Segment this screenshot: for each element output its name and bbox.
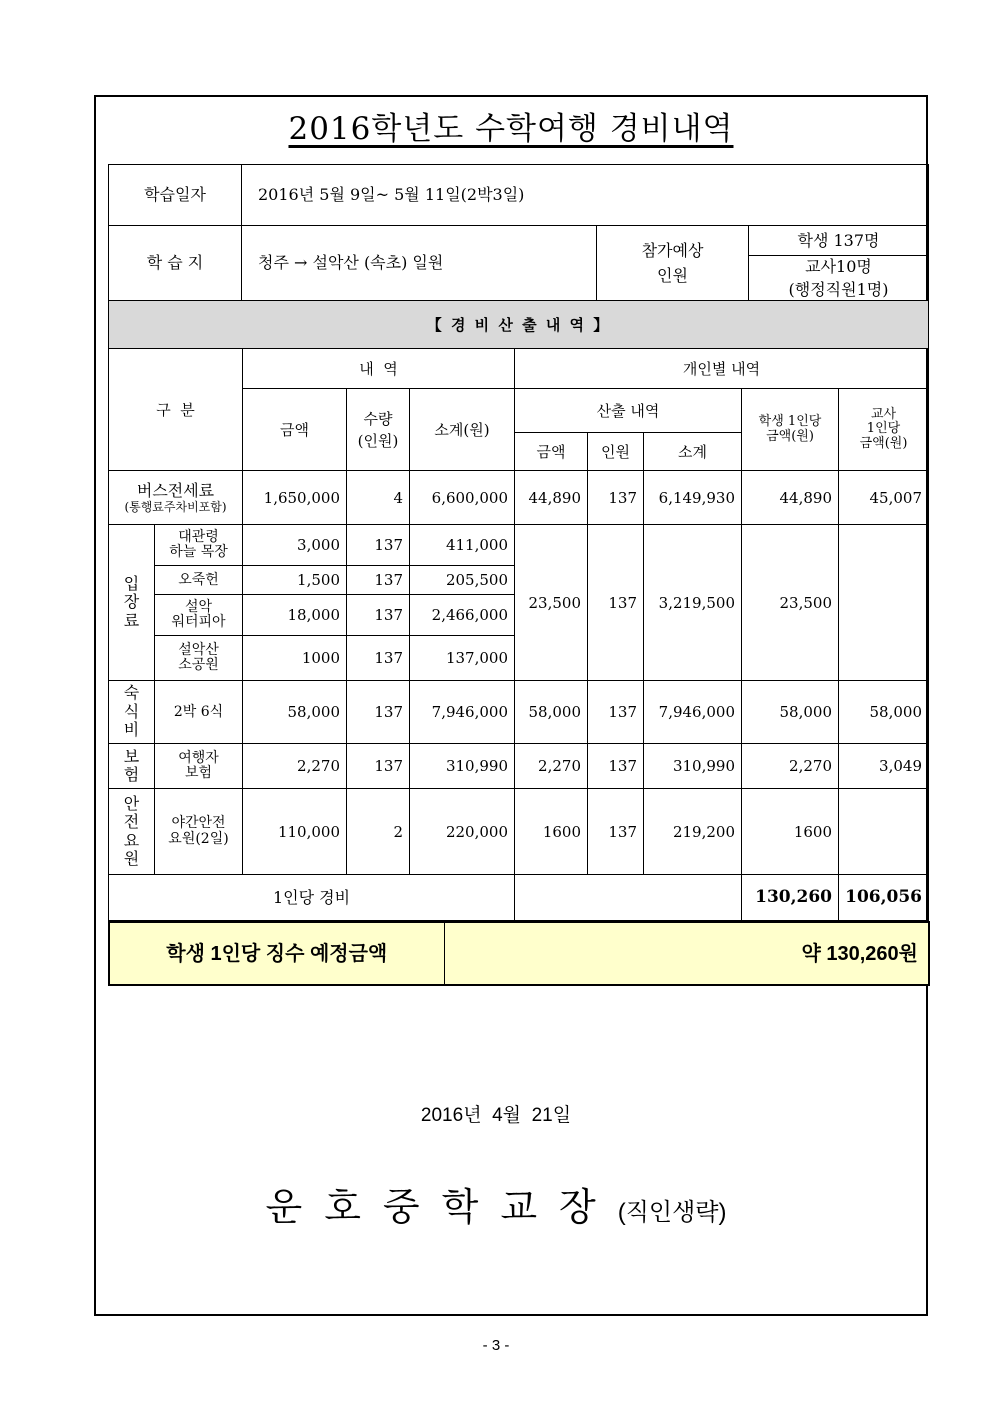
student-per-header — [742, 389, 839, 471]
admission-item-1-subtotal: 411,000 — [410, 525, 515, 566]
per-person-teacher-total: 106,056 — [839, 875, 929, 921]
admission-item-4-amount: 1000 — [243, 636, 347, 681]
insurance-char-2: 험 — [123, 765, 140, 784]
seal-note: (직인생략) — [617, 1199, 727, 1226]
admission-item-4-line-1: 설악산 — [178, 641, 219, 658]
table-row — [109, 744, 929, 789]
category-header: 구 분 — [109, 349, 243, 471]
bus-student-per: 44,890 — [742, 471, 839, 525]
principal-name: 운호중학교장 — [265, 1187, 618, 1229]
admission-item-4-line-2: 소공원 — [178, 657, 219, 673]
insurance-calc-amount: 2,270 — [515, 744, 588, 789]
participants-label-line-2: 인원 — [657, 266, 688, 285]
section-header: 【 경 비 산 출 내 역 】 — [109, 301, 929, 349]
admission-calc-people: 137 — [588, 525, 644, 681]
safety-calc-subtotal: 219,200 — [644, 789, 742, 875]
staff-text: (행정직원1명) — [788, 279, 889, 299]
calc-header: 산출 내역 — [515, 389, 742, 433]
bus-qty: 4 — [347, 471, 410, 525]
admission-item-3-qty: 137 — [347, 595, 410, 636]
admission-item-4-subtotal: 137,000 — [410, 636, 515, 681]
collection-table — [108, 921, 930, 986]
safety-calc-amount: 1600 — [515, 789, 588, 875]
safety-qty: 2 — [347, 789, 410, 875]
lodging-group-label — [109, 681, 155, 744]
insurance-calc-subtotal: 310,990 — [644, 744, 742, 789]
teachers-count — [749, 256, 929, 301]
safety-group-label — [109, 789, 155, 875]
admission-item-3-subtotal: 2,466,000 — [410, 595, 515, 636]
bus-amount: 1,650,000 — [243, 471, 347, 525]
participants-label-line-1: 참가예상 — [641, 240, 704, 260]
admission-item-4-qty: 137 — [347, 636, 410, 681]
admission-item-1-qty: 137 — [347, 525, 410, 566]
lodging-calc-subtotal: 7,946,000 — [644, 681, 742, 744]
teachers-text: 교사10명 — [805, 257, 872, 277]
lodging-char-2: 식 — [123, 701, 140, 721]
page-number: - 3 - — [482, 1337, 510, 1354]
amount-header: 금액 — [243, 389, 347, 471]
insurance-name-line-1: 여행자 — [178, 749, 219, 766]
admission-char-2: 장 — [123, 592, 140, 612]
insurance-name-line-2: 보험 — [184, 765, 213, 781]
admission-calc-amount: 23,500 — [515, 525, 588, 681]
insurance-char-1: 보 — [123, 746, 140, 766]
lodging-calc-people: 137 — [588, 681, 644, 744]
lodging-qty: 137 — [347, 681, 410, 744]
insurance-name — [155, 744, 243, 789]
safety-subtotal: 220,000 — [410, 789, 515, 875]
lodging-char-3: 비 — [123, 720, 140, 740]
date-value: 2016년 5월 9일~ 5월 11일(2박3일) — [242, 165, 929, 226]
admission-item-2-amount: 1,500 — [243, 566, 347, 595]
calc-amount-header: 금액 — [515, 433, 588, 471]
safety-char-2: 전 — [123, 812, 140, 832]
lodging-student-per: 58,000 — [742, 681, 839, 744]
expense-table — [108, 300, 929, 921]
table-row — [109, 875, 929, 921]
document-title: 2016학년도 수학여행 경비내역 — [288, 111, 734, 147]
safety-name — [155, 789, 243, 875]
safety-char-1: 안 — [123, 793, 140, 813]
teacher-per-header-line-1: 교사 — [870, 407, 897, 423]
teacher-per-header-line-2: 1인당 — [866, 421, 901, 437]
insurance-subtotal: 310,990 — [410, 744, 515, 789]
document-date: 2016년 4월 21일 — [420, 1105, 572, 1126]
bus-note: (통행료주차비포함) — [124, 499, 227, 514]
lodging-name: 2박 6식 — [155, 681, 243, 744]
place-label: 학 습 지 — [109, 226, 242, 301]
insurance-group-label — [109, 744, 155, 789]
admission-item-2-line-1: 오죽헌 — [178, 571, 219, 588]
admission-char-3: 료 — [123, 610, 140, 630]
participants-label — [597, 226, 749, 301]
insurance-student-per: 2,270 — [742, 744, 839, 789]
safety-student-per: 1600 — [742, 789, 839, 875]
bus-name-cell — [109, 471, 243, 525]
admission-item-name — [155, 566, 243, 595]
bus-subtotal: 6,600,000 — [410, 471, 515, 525]
admission-item-2-subtotal: 205,500 — [410, 566, 515, 595]
insurance-calc-people: 137 — [588, 744, 644, 789]
per-person-empty — [515, 875, 742, 921]
qty-header-line-1: 수량 — [363, 409, 393, 428]
lodging-char-1: 숙 — [123, 683, 140, 703]
lodging-calc-amount: 58,000 — [515, 681, 588, 744]
admission-item-name — [155, 595, 243, 636]
admission-item-1-line-1: 대관령 — [178, 528, 219, 545]
per-person-label: 1인당 경비 — [109, 875, 515, 921]
principal-signature — [0, 1176, 992, 1231]
insurance-qty: 137 — [347, 744, 410, 789]
bus-calc-subtotal: 6,149,930 — [644, 471, 742, 525]
admission-char-1: 입 — [123, 573, 140, 593]
collection-value: 약 130,260원 — [444, 922, 929, 985]
admission-item-3-amount: 18,000 — [243, 595, 347, 636]
teacher-per-header-line-3: 금액(원) — [859, 435, 908, 451]
bus-name: 버스전세료 — [136, 480, 215, 500]
table-row — [109, 789, 929, 875]
individual-header: 개인별 내역 — [515, 349, 929, 389]
calc-subtotal-header: 소계 — [644, 433, 742, 471]
table-row — [109, 525, 929, 566]
bus-calc-people: 137 — [588, 471, 644, 525]
safety-name-line-2: 요원(2일) — [168, 830, 229, 847]
calc-people-header: 인원 — [588, 433, 644, 471]
safety-name-line-1: 야간안전 — [171, 815, 226, 832]
insurance-amount: 2,270 — [243, 744, 347, 789]
trip-info-table — [108, 164, 929, 301]
admission-item-1-line-2: 하늘 목장 — [169, 544, 228, 560]
subtotal-header: 소계(원) — [410, 389, 515, 471]
per-person-student-total: 130,260 — [742, 875, 839, 921]
admission-teacher-per — [839, 525, 929, 681]
student-per-header-line-1: 학생 1인당 — [758, 414, 822, 430]
admission-item-name — [155, 525, 243, 566]
insurance-teacher-per: 3,049 — [839, 744, 929, 789]
admission-student-per: 23,500 — [742, 525, 839, 681]
safety-amount: 110,000 — [243, 789, 347, 875]
safety-calc-people: 137 — [588, 789, 644, 875]
safety-teacher-per — [839, 789, 929, 875]
date-label: 학습일자 — [109, 165, 242, 226]
admission-item-3-line-1: 설악 — [184, 598, 213, 615]
lodging-amount: 58,000 — [243, 681, 347, 744]
breakdown-header: 내 역 — [243, 349, 515, 389]
safety-char-3: 요 — [123, 830, 140, 850]
qty-header — [347, 389, 410, 471]
qty-header-line-2: (인원) — [357, 431, 399, 450]
admission-item-2-qty: 137 — [347, 566, 410, 595]
admission-group-label — [109, 525, 155, 681]
lodging-teacher-per: 58,000 — [839, 681, 929, 744]
bus-teacher-per: 45,007 — [839, 471, 929, 525]
admission-item-3-line-2: 워터피아 — [171, 614, 226, 630]
place-value: 청주 → 설악산 (속초) 일원 — [242, 226, 597, 301]
lodging-subtotal: 7,946,000 — [410, 681, 515, 744]
teacher-per-header — [839, 389, 929, 471]
collection-label: 학생 1인당 징수 예정금액 — [109, 922, 444, 985]
students-count: 학생 137명 — [749, 226, 929, 256]
safety-char-4: 원 — [123, 848, 140, 868]
admission-calc-subtotal: 3,219,500 — [644, 525, 742, 681]
bus-calc-amount: 44,890 — [515, 471, 588, 525]
admission-item-name — [155, 636, 243, 681]
admission-item-1-amount: 3,000 — [243, 525, 347, 566]
table-row — [109, 471, 929, 525]
table-row — [109, 681, 929, 744]
student-per-header-line-2: 금액(원) — [766, 428, 814, 444]
